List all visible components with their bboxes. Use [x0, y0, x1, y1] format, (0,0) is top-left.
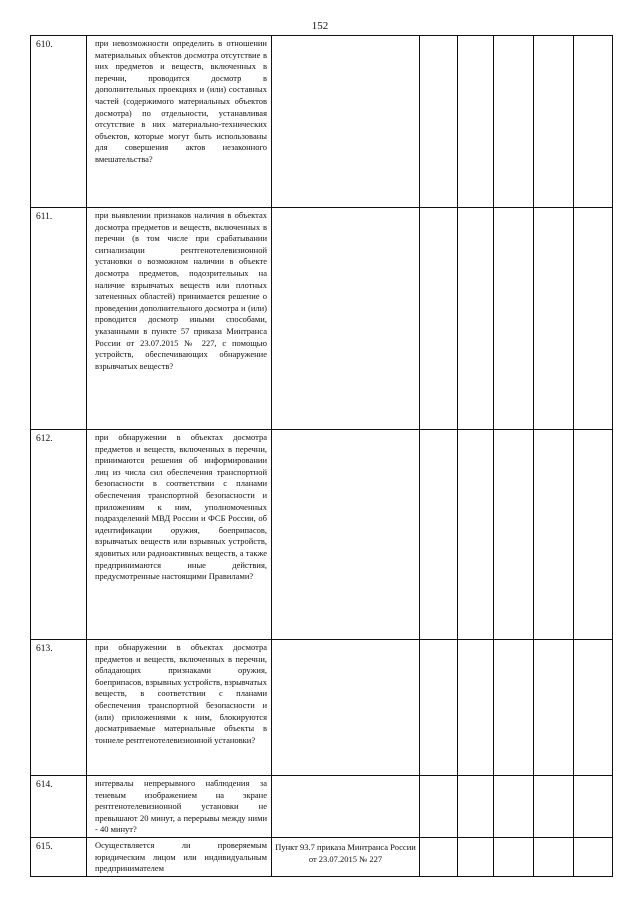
answer-cell: [494, 776, 534, 838]
checklist-table: [30, 35, 613, 877]
answer-cell: [574, 776, 613, 838]
table-row: [31, 36, 613, 208]
row-reference: [272, 776, 420, 838]
answer-cell: [534, 430, 574, 640]
answer-cell: [458, 208, 494, 430]
answer-cell: [420, 776, 458, 838]
answer-cell: [458, 837, 494, 876]
answer-cell: [420, 837, 458, 876]
row-reference: Пункт 93.7 приказа Минтранса России от 23.07.2015 № 227: [272, 837, 420, 876]
row-number: 612.: [31, 430, 87, 640]
answer-cell: [574, 837, 613, 876]
row-number: 613.: [31, 640, 87, 776]
answer-cell: [458, 776, 494, 838]
table-row: [31, 640, 613, 776]
row-question: при невозможности определить в отношении материальных объектов досмотра отсутствие в них предметов и веществ, включенных в перечни, проводится досмотр в дополнительных проекциях и (или) составных частей (содержимого материальных объектов досмотра) по отдельности, устанавливая отсутствие в них материально-технических объектов, которые могут быть использованы для совершения актов незаконного вмешательства?: [87, 36, 272, 208]
answer-cell: [458, 640, 494, 776]
answer-cell: [574, 36, 613, 208]
answer-cell: [420, 640, 458, 776]
table-row: [31, 430, 613, 640]
answer-cell: [494, 837, 534, 876]
answer-cell: [534, 36, 574, 208]
answer-cell: [494, 430, 534, 640]
row-question: при выявлении признаков наличия в объектах досмотра предметов и веществ, включенных в перечни (в том числе при срабатывании сигнализации рентгенотелевизионной установки о возможном наличии в объекте досмотра предметов, подозрительных на наличие взрывчатых веществ или плотных затененных областей) принимается решение о проведении дополнительного досмотра и (или) проводится досмотр иными способами, указанными в пункте 57 приказа Минтранса России от 23.07.2015 № 227, с помощью устройств, обеспечивающих обнаружение взрывчатых веществ?: [87, 208, 272, 430]
answer-cell: [458, 430, 494, 640]
answer-cell: [574, 208, 613, 430]
answer-cell: [534, 208, 574, 430]
row-reference: [272, 36, 420, 208]
answer-cell: [534, 640, 574, 776]
row-number: 615.: [31, 837, 87, 876]
answer-cell: [494, 36, 534, 208]
row-reference: [272, 430, 420, 640]
answer-cell: [574, 430, 613, 640]
answer-cell: [574, 640, 613, 776]
page-number: 152: [311, 20, 329, 32]
row-number: 611.: [31, 208, 87, 430]
answer-cell: [420, 36, 458, 208]
table-row: [31, 776, 613, 838]
row-question: при обнаружении в объектах досмотра предметов и веществ, включенных в перечни, принимаются решения об информировании лиц из числа сил обеспечения транспортной безопасности в соответствии с планами обеспечения транспортной безопасности и приложениям к ним, уполномоченных подразделений МВД России и ФСБ России, об идентификации оружия, боеприпасов, взрывчатых веществ или взрывных устройств, ядовитых или радиоактивных веществ, а также предпринимаются иные действия, предусмотренные настоящими Правилами?: [87, 430, 272, 640]
row-reference: [272, 208, 420, 430]
answer-cell: [420, 208, 458, 430]
row-question: интервалы непрерывного наблюдения за теневым изображением на экране рентгенотелевизионной установки не превышают 20 минут, а перерывы между ними - 40 минут?: [87, 776, 272, 838]
row-question: при обнаружении в объектах досмотра предметов и веществ, включенных в перечни, обладающих признаками оружия, боеприпасов, взрывных устройств, взрывчатых веществ, в соответствии с планами обеспечения транспортной безопасности и (или) приложениями к ним, блокируются досматриваемые материальные объекты в тоннеле рентгенотелевизионной установки?: [87, 640, 272, 776]
row-number: 610.: [31, 36, 87, 208]
answer-cell: [494, 208, 534, 430]
table-row: [31, 208, 613, 430]
table-row: [31, 837, 613, 876]
answer-cell: [534, 837, 574, 876]
row-question: Осуществляется ли проверяемым юридическим лицом или индивидуальным предпринимателем: [87, 837, 272, 876]
answer-cell: [420, 430, 458, 640]
answer-cell: [458, 36, 494, 208]
answer-cell: [494, 640, 534, 776]
row-reference: [272, 640, 420, 776]
answer-cell: [534, 776, 574, 838]
row-number: 614.: [31, 776, 87, 838]
